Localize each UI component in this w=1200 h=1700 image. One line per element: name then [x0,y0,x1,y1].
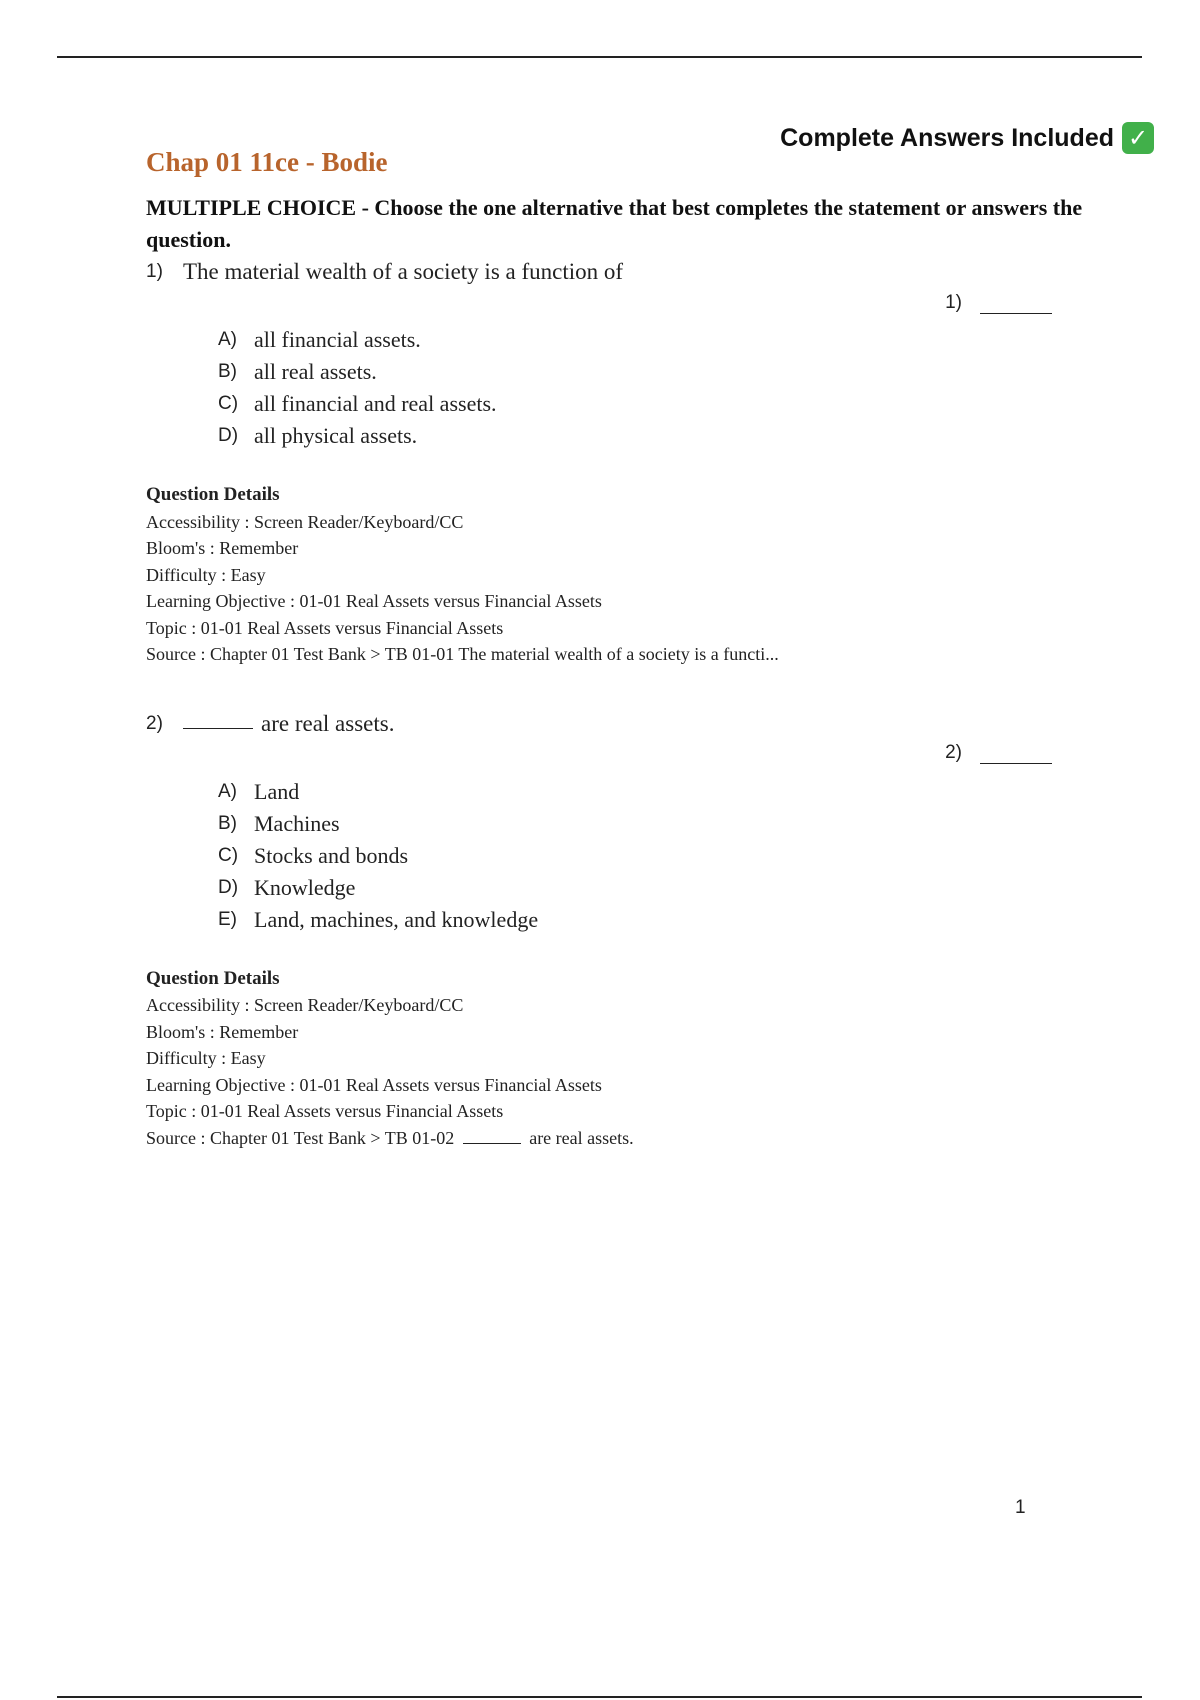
option-b[interactable] [218,808,1086,840]
option-a[interactable] [218,776,1086,808]
top-rule [57,56,1142,58]
chapter-title: Chap 01 11ce - Bodie [146,147,388,177]
detail-blooms: Bloom's : Remember [146,538,299,558]
option-letter: B) [218,361,237,382]
detail-difficulty: Difficulty : Easy [146,564,266,585]
detail-source [146,1125,1086,1152]
detail-blooms: Bloom's : Remember [146,1021,299,1042]
option-text: Land [254,778,300,804]
option-list [218,324,1086,452]
stem-blank [183,708,253,729]
option-e[interactable] [218,904,1086,936]
question-number: 1) [146,261,163,282]
detail-topic: Topic : 01-01 Real Assets versus Financial Assets [146,1101,504,1121]
option-text: all financial assets. [254,327,421,352]
option-c[interactable] [218,840,1086,872]
detail-accessibility: Accessibility : Screen Reader/Keyboard/CC [146,995,464,1015]
answer-blank[interactable] [980,293,1052,314]
detail-objective: Learning Objective : 01-01 Real Assets versus Financial Assets [146,1074,602,1095]
option-letter: D) [218,876,239,898]
details-heading: Question Details [146,484,280,505]
question-number: 2) [146,712,163,734]
question-text: are real assets. [261,710,395,736]
option-c[interactable] [218,388,1086,420]
option-letter: C) [218,844,239,866]
answer-blank[interactable] [980,743,1052,764]
question-details [146,966,1086,1152]
option-letter: D) [218,425,239,446]
detail-objective: Learning Objective : 01-01 Real Assets versus Financial Assets [146,591,602,611]
question-stem [146,256,1086,288]
option-b[interactable] [218,356,1086,388]
option-text: Knowledge [254,874,356,900]
option-d[interactable] [218,872,1086,904]
answer-slot [945,742,1052,764]
option-letter: C) [218,393,239,414]
question-details [146,482,1086,668]
page-content [146,144,1086,1151]
badge-label: Complete Answers Included [780,123,1114,152]
detail-source-suffix: are real assets. [529,1127,634,1148]
option-letter: E) [218,908,237,930]
detail-source: Source : Chapter 01 Test Bank > TB 01-01 The material wealth of a society is a functi... [146,644,779,664]
option-text: Stocks and bonds [254,842,408,868]
option-letter: A) [218,780,237,802]
question-stem [146,708,1086,740]
detail-topic: Topic : 01-01 Real Assets versus Financial Assets [146,617,504,638]
option-text: all physical assets. [254,423,418,448]
answer-slot [945,292,1052,314]
source-blank [463,1127,521,1144]
option-text: all financial and real assets. [254,391,497,416]
bottom-rule [57,1696,1142,1698]
option-letter: A) [218,329,237,350]
option-a[interactable] [218,324,1086,356]
detail-accessibility: Accessibility : Screen Reader/Keyboard/CC [146,511,464,532]
option-list [218,776,1086,936]
option-text: Machines [254,810,340,836]
option-text: Land, machines, and knowledge [254,906,539,932]
detail-difficulty: Difficulty : Easy [146,1048,266,1068]
question-2 [146,708,1086,1152]
details-heading: Question Details [146,967,280,989]
option-d[interactable] [218,420,1086,452]
question-text: The material wealth of a society is a function of [183,259,624,284]
option-text: all real assets. [254,359,377,384]
answer-slot-label: 2) [945,741,962,763]
section-instructions: MULTIPLE CHOICE - Choose the one alternative that best completes the statement or answers the question. [146,195,1083,252]
option-letter: B) [218,812,237,834]
question-1 [146,256,1086,668]
check-icon: ✓ [1122,122,1154,154]
answer-slot-label: 1) [945,292,962,313]
page-number: 1 [1015,1497,1026,1518]
detail-source-prefix: Source : Chapter 01 Test Bank > TB 01-02 [146,1127,455,1148]
